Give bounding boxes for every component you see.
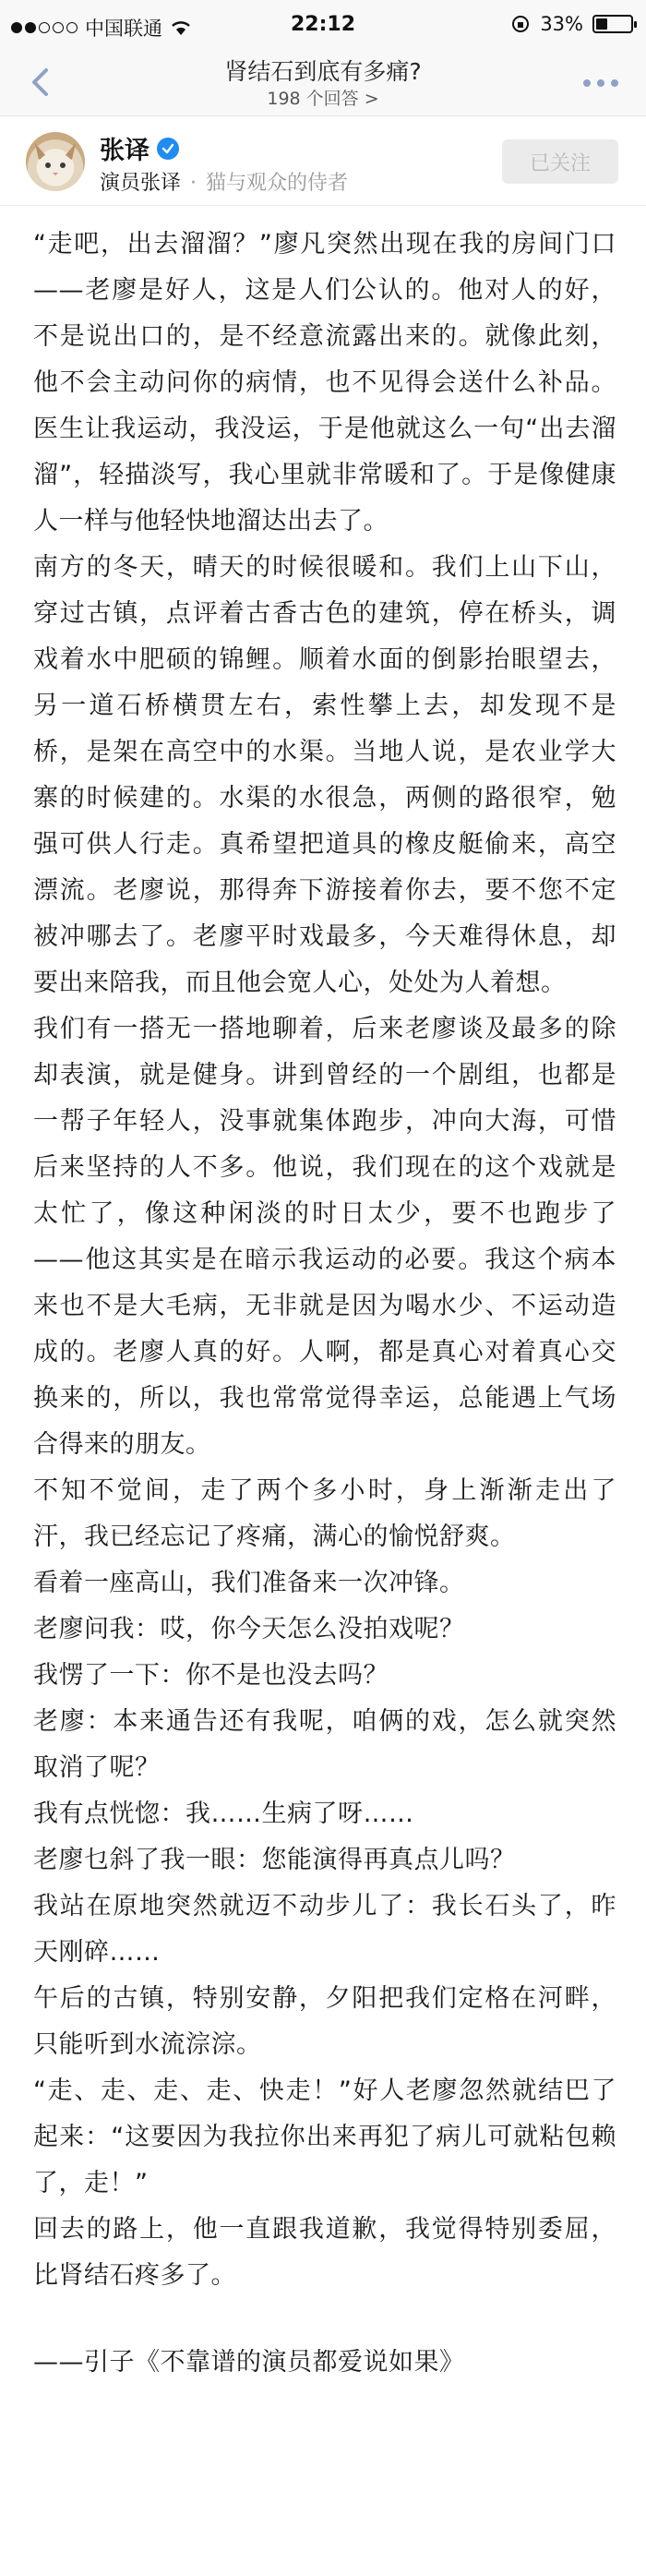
- paragraph: 我站在原地突然就迈不动步儿了：我长石头了，昨天刚碎……: [33, 1892, 616, 1967]
- cat-face-icon: [26, 132, 85, 191]
- follow-button[interactable]: 已关注: [502, 139, 618, 184]
- author-role: 演员张译: [100, 172, 182, 195]
- nav-bar: [0, 52, 646, 116]
- answers-count-link[interactable]: 198 个回答 >: [267, 89, 379, 109]
- paragraph: 午后的古镇，特别安静，夕阳把我们定格在河畔，只能听到水流淙淙。: [33, 1984, 616, 2059]
- author-description: [100, 167, 348, 196]
- author-name-group[interactable]: [100, 130, 179, 166]
- question-title: 肾结石到底有多痛?: [224, 58, 422, 85]
- system-status-group: [510, 13, 633, 35]
- paragraph: 老廖：本来通告还有我呢，咱俩的戏，怎么就突然取消了呢？: [33, 1707, 616, 1782]
- paragraph: 看着一座高山，我们准备来一次冲锋。: [33, 1569, 465, 1597]
- paragraph: 我愣了一下：你不是也没去吗？: [33, 1661, 389, 1690]
- author-name: 张译: [100, 137, 150, 165]
- paragraph: 南方的冬天，晴天的时候很暖和。我们上山下山，穿过古镇，点评着古香古色的建筑，停在桥头，调戏着水中肥硕的锦鲤。顺着水面的倒影抬眼望去，另一道石桥横贯左右，索性攀上去，却发现不是桥，是架在高空中的水渠。当地人说，是农业学大寨的时候建的。水渠的水很急，两侧的路很窄，勉强可供人行走。真希望把道具的橡皮艇偷来，高空漂流。老廖说，那得奔下游接着你去，要不您不定被冲哪去了。老廖平时戏最多，今天难得休息，却要出来陪我，而且他会宽人心，处处为人着想。: [33, 553, 616, 997]
- separator: ·: [190, 172, 197, 195]
- status-bar: [0, 0, 646, 52]
- paragraph: “走、走、走、走、快走！”好人老廖忽然就结巴了起来：“这要因为我拉你出来再犯了病儿可就粘包赖了，走！”: [33, 2076, 616, 2197]
- source-citation: ——引子《不靠谱的演员都爱说如果》: [33, 2348, 465, 2377]
- more-dot-icon: [597, 79, 604, 87]
- carrier-name: 中国联通: [85, 18, 162, 40]
- paragraph: 我们有一搭无一搭地聊着，后来老廖谈及最多的除却表演，就是健身。讲到曾经的一个剧组，也都是一帮子年轻人，没事就集体跑步，冲向大海，可惜后来坚持的人不多。他说，我们现在的这个戏就是太忙了，像这种闲淡的时日太少，要不也跑步了——他这其实是在暗示我运动的必要。我这个病本来也不是大毛病，无非就是因为喝水少、不运动造成的。老廖人真的好。人啊，都是真心对着真心交换来的，所以，我也常常觉得幸运，总能遇上气场合得来的朋友。: [33, 1015, 616, 1459]
- more-dot-icon: [611, 79, 618, 87]
- avatar[interactable]: [26, 132, 85, 191]
- answer-body: [33, 222, 616, 2386]
- verified-badge-icon: [157, 138, 179, 160]
- clock: 22:12: [290, 13, 356, 36]
- paragraph: 老廖问我：哎，你今天怎么没拍戏呢？: [33, 1615, 465, 1643]
- paragraph: 回去的路上，他一直跟我道歉，我觉得特别委屈，比肾结石疼多了。: [33, 2215, 616, 2290]
- battery-icon: [592, 15, 633, 33]
- author-bio: 猫与观众的侍者: [206, 172, 349, 195]
- paragraph: 不知不觉间，走了两个多小时，身上渐渐走出了汗，我已经忘记了疼痛，满心的愉悦舒爽。: [33, 1476, 616, 1551]
- paragraph: “走吧，出去溜溜？”廖凡突然出现在我的房间门口——老廖是好人，这是人们公认的。他对人的好，不是说出口的，是不经意流露出来的。就像此刻，他不会主动问你的病情，也不见得会送什么补品。医生让我运动，我没运，于是他就这么一句“出去溜溜”，轻描淡写，我心里就非常暖和了。于是像健康人一样与他轻快地溜达出去了。: [33, 230, 616, 536]
- rotation-lock-icon: [510, 14, 531, 34]
- battery-percent: 33%: [540, 13, 583, 35]
- more-options-button[interactable]: [568, 65, 633, 102]
- author-bar: [0, 117, 646, 206]
- more-dot-icon: [583, 79, 591, 87]
- paragraph: 老廖乜斜了我一眼：您能演得再真点儿吗？: [33, 1846, 516, 1874]
- paragraph: 我有点恍惚：我……生病了呀……: [33, 1800, 414, 1828]
